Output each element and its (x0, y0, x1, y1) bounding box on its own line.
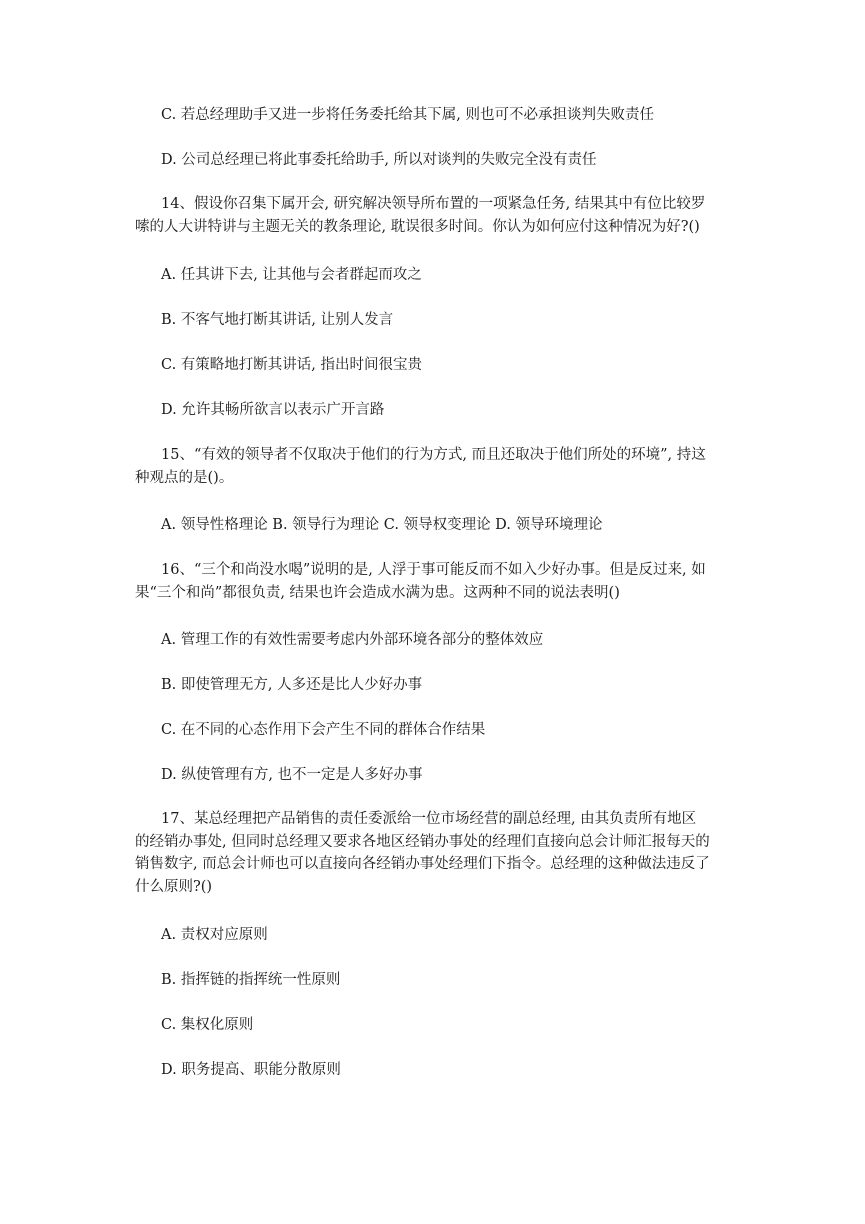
question-16: 16、“三个和尚没水喝”说明的是, 人浮于事可能反而不如入少好办事。但是反过来, 如果“三个和尚”都很负责, 结果也许会造成水满为患。这两种不同的说法表明() (135, 562, 706, 601)
q14-option-a: A. 任其讲下去, 让其他与会者群起而攻之 (161, 267, 422, 283)
q14-option-d: D. 允许其畅所欲言以表示广开言路 (161, 402, 385, 418)
q13-option-c: C. 若总经理助手又进一步将任务委托给其下属, 则也可不必承担谈判失败责任 (161, 107, 655, 123)
question-14: 14、假设你召集下属开会, 研究解决领导所布置的一项紧急任务, 结果其中有位比较罗嗦的人大讲特讲与主题无关的教条理论, 耽误很多时间。你认为如何应付这种情况为好?() (135, 196, 706, 235)
q17-option-b: B. 指挥链的指挥统一性原则 (161, 972, 341, 988)
q16-option-a: A. 管理工作的有效性需要考虑内外部环境各部分的整体效应 (161, 632, 544, 648)
q17-option-c: C. 集权化原则 (161, 1017, 254, 1033)
q17-option-a: A. 责权对应原则 (161, 927, 268, 943)
q13-option-d: D. 公司总经理已将此事委托给助手, 所以对谈判的失败完全没有责任 (161, 152, 597, 168)
q16-option-d: D. 纵使管理有方, 也不一定是人多好办事 (161, 767, 423, 783)
q16-option-c: C. 在不同的心态作用下会产生不同的群体合作结果 (161, 722, 486, 738)
question-17: 17、某总经理把产品销售的责任委派给一位市场经营的副总经理, 由其负责所有地区的经销办事处, 但同时总经理又要求各地区经销办事处的经理们直接向总会计师汇报每天的销售数字, 而总会计师也可以直接向各经销办事处经理们下指令。总经理的这种做法违反了什么原则?() (135, 811, 710, 895)
q16-option-b: B. 即使管理无方, 人多还是比人少好办事 (161, 677, 423, 693)
q14-option-c: C. 有策略地打断其讲话, 指出时间很宝贵 (161, 357, 423, 373)
q15-options: A. 领导性格理论 B. 领导行为理论 C. 领导权变理论 D. 领导环境理论 (161, 517, 603, 533)
q17-option-d: D. 职务提高、职能分散原则 (161, 1062, 341, 1078)
q14-option-b: B. 不客气地打断其讲话, 让别人发言 (161, 312, 394, 328)
question-15: 15、“有效的领导者不仅取决于他们的行为方式, 而且还取决于他们所处的环境”, 持这种观点的是()。 (135, 447, 706, 486)
